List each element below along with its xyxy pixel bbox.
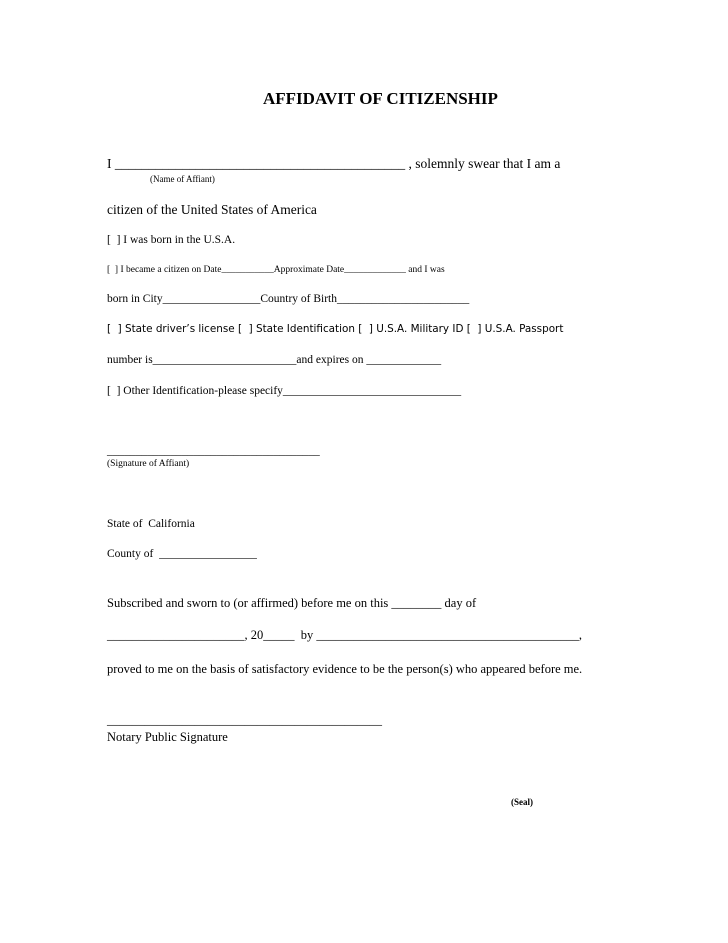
signature-line: _____________________________________ (107, 445, 320, 457)
signature-of-affiant-caption: (Signature of Affiant) (107, 459, 190, 469)
state-line: State of California (107, 518, 195, 530)
born-city-line: born in City_________________Country of Birth_______________________ (107, 293, 470, 305)
identification-options: [ ] State driver’s license [ ] State Identification [ ] U.S.A. Military ID [ ] U.S.A. Passport (107, 323, 564, 335)
citizen-line: citizen of the United States of America (107, 202, 317, 217)
born-usa-option: [ ] I was born in the U.S.A. (107, 234, 236, 246)
id-number-line: number is_________________________and expires on _____________ (107, 354, 442, 366)
notary-signature-line: ____________________________________________ (107, 713, 382, 727)
document-title: AFFIDAVIT OF CITIZENSHIP (263, 89, 498, 108)
subscribed-line: Subscribed and sworn to (or affirmed) before me on this ________ day of (107, 596, 477, 610)
other-identification-option: [ ] Other Identification-please specify_______________________________ (107, 385, 462, 397)
date-by-line: ______________________, 20_____ by __________________________________________, (107, 628, 582, 642)
proved-line: proved to me on the basis of satisfactory evidence to be the person(s) who appeared before me. (107, 662, 583, 676)
swear-line: I ___________________________________________ , solemnly swear that I am a (107, 156, 561, 171)
became-citizen-option: [ ] I became a citizen on Date___________Approximate Date_____________ and I was (107, 265, 445, 275)
seal-label: (Seal) (511, 797, 533, 807)
name-of-affiant-caption: (Name of Affiant) (150, 174, 215, 184)
county-line: County of _________________ (107, 548, 257, 560)
notary-public-signature-caption: Notary Public Signature (107, 730, 228, 744)
